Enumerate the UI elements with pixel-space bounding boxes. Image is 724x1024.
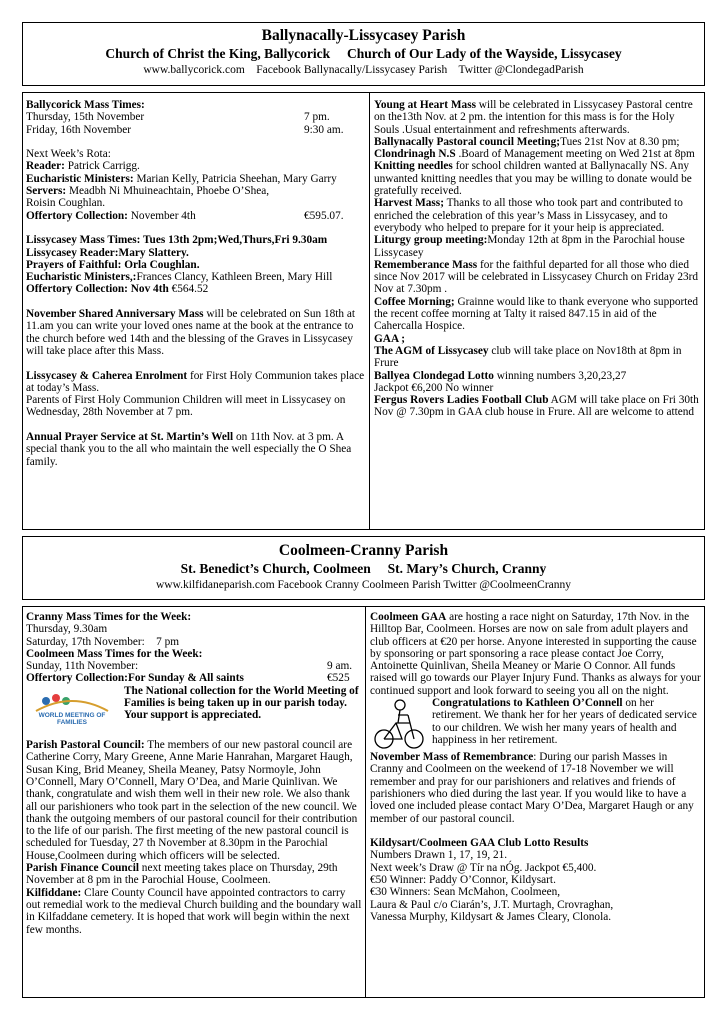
world-meeting-of-families-logo (26, 687, 118, 727)
eucharistic-ministers: Eucharistic Ministers: Marian Kelly, Patricia Sheehan, Mary Garry (26, 172, 337, 185)
rememberance-mass: Rememberance Mass for the faithful departed for all those who died since Nov 2017 will be celebrated in Lissycasey Church on Friday 23rd Nov at 7.30pm . (374, 258, 699, 296)
enrolment: Lissycasey & Caherea Enrolment for First Holy Communion takes place at today’s Mass. (26, 369, 365, 394)
lissycasey-ministers: Eucharistic Ministers,:Frances Clancy, Kathleen Breen, Mary Hill (26, 271, 333, 284)
prayers-of-faithful: Prayers of Faithful: Orla Coughlan. (26, 258, 200, 271)
bicycle-illustration (370, 697, 426, 751)
cranny-mass-heading: Cranny Mass Times for the Week: (26, 611, 192, 623)
fergus-rovers: Fergus Rovers Ladies Football Club AGM will take place on Fri 30th Nov @ 7.30pm in GAA club house in Frure. All are welcome to attend (374, 394, 699, 419)
coffee-morning: Coffee Morning; Grainne would like to thank everyone who supported the recent coffee morning at Talty it raised 847.15 in aid of the Cahercalla Hospice. (374, 295, 699, 333)
lotto-jackpot: Jackpot €6,200 No winner (374, 381, 494, 394)
lissycasey-offertory: Offertory Collection: Nov 4th €564.52 (26, 283, 209, 296)
young-at-heart: Young at Heart Mass will be celebrated in Lissycasey Pastoral centre on the13th Nov. at 2 pm. the intention for this mass is for the Holy Souls .Usual entertainment and refreshments afterwards. (374, 99, 693, 136)
parish1-right-column (374, 99, 702, 527)
clondrinagh-ns: Clondrinagh N.S .Board of Management meeting on Wed 21st at 8pm (374, 148, 695, 161)
servers-cont: Roisin Coughlan. (26, 197, 106, 210)
knitting-needles: Knitting needles for school children wanted at Ballynacally NS. Any unwanted knitting needles that you may be willing to donate would be gratefully received. (374, 160, 692, 198)
lotto-numbers: Ballyea Clondegad Lotto winning numbers 3,20,23,27 (374, 369, 627, 382)
parish2-header (22, 536, 705, 600)
parish2-divider (365, 606, 366, 998)
national-collection: WORLD MEETING OF FAMILIES The National collection for the World Meeting of Families is being taken up in our parish today. Your support is appreciated. (26, 685, 362, 727)
lissycasey-reader: Lissycasey Reader:Mary Slattery. (26, 246, 189, 259)
parish2-right-column (370, 611, 702, 995)
coolmeen-mass-heading: Coolmeen Mass Times for the Week: (26, 647, 203, 660)
coolmeen-gaa: Coolmeen GAA are hosting a race night on Saturday, 17th Nov. in the Hilltop Bar, Coolmeen. Horses are now on sale from adult players and club officers at €20 per horse. Anyone interested in supporting the cause by sponsoring or part sponsoring a race please contact Joe Corry, Antoinette Quinlivan, Sheila Meaney or Marie O Connor. All funds raised will go towards our Player Injury Fund. Thanks as always for your continued support and look forward to seeing you all on the night. (370, 611, 701, 697)
liturgy-group: Liturgy group meeting:Monday 12th at 8pm in the Parochial house Lissycasey (374, 234, 685, 259)
lotto-50-winner: €50 Winner: Paddy O’Connor, Kildysart. (370, 874, 556, 887)
coolmeen-offertory: Offertory Collection:For Sunday & All saints €525 (26, 672, 350, 685)
kilfiddane: Kilfiddane: Clare County Council have appointed contractors to carry out remedial work to the medieval Church building and the boundary wall in Kilfaddane cemetery. It is hoped that work will begin within the next few months. (26, 886, 362, 936)
cranny-mass-thursday: Thursday, 9.30am (26, 623, 108, 636)
november-mass-remembrance: November Mass of Remembrance: During our parish Masses in Cranny and Coolmeen on the weekend of 17-18 November we will remember and pray for our parishioners and relatives and friends of parishioners who died during the last year. If you would like to have a loved one included please contact Mary O’Dea, Margaret Haugh or any member of our pastoral council. (370, 751, 694, 825)
pastoral-council-meeting: Ballynacally Pastoral council Meeting;Tues 21st Nov at 8.30 pm; (374, 135, 680, 148)
lotto-30-winners-cont: Laura & Paul c/o Ciarán’s, J.T. Murtagh, Crovraghan, (370, 898, 614, 911)
harvest-mass: Harvest Mass; Thanks to all those who took part and contributed to enriched the celebration of this year’s Mass in Lissycasey, and to everybody who helped to prepare for it your heip is appreciated. (374, 197, 683, 234)
parish2-left-column (26, 611, 362, 995)
anniversary-mass: November Shared Anniversary Mass will be celebrated on Sun 18th at 11.am you can write your loved ones name at the book at the entrance to the church before wed 14th and the blessing of the Graves in Lissycasey will take place after this Mass. (26, 308, 356, 357)
coolmeen-mass-sunday: Sunday, 11th November: 9 am. (26, 660, 353, 673)
retirement-congratulations: Congratulations to Kathleen O’Connell on her retirement. We thank her for her years of dedicated service to our children. We wish her many years of health and happiness in her retirement. (370, 697, 702, 751)
lotto-numbers-drawn: Numbers Drawn 1, 17, 19, 21. (370, 849, 508, 862)
parish-pastoral-council: Parish Pastoral Council: The members of our new pastoral council are Catherine Corry, Mary Greene, Anne Marie Hanrahan, Margaret Haugh, Susan King, Brid Meaney, Sheila Meaney, Patsy Normoyle, John O’Connell, Mary O’Connell, Mary O’Dea, and Marie Quinlivan. We thank, congratulate and wish them well in their new role. We also thank all our parishioners who took part in the selection of the new council. We thank the outgoing members of our pastoral council for their contribution to the life of our parish. The first meeting of the new pastoral council is scheduled for Tuesday, 27 th November at 8.30pm in the Parochial House,Coolmeen during which officers will be selected. (26, 739, 358, 862)
mass-times-heading: Ballycorick Mass Times: (26, 99, 145, 111)
parish1-links: www.ballycorick.com Facebook Ballynacally/Lissycasey Parish Twitter @ClondegadParish (143, 64, 584, 76)
parish2-title: Coolmeen-Cranny Parish (278, 542, 449, 559)
svg-text:FAMILIES: FAMILIES (57, 718, 87, 726)
lotto-30-winners: €30 Winners: Sean McMahon, Coolmeen, (370, 886, 561, 899)
svg-text:WORLD MEETING OF: WORLD MEETING OF (38, 711, 106, 719)
parish1-header (22, 22, 705, 86)
reader: Reader: Patrick Carrigg. (26, 160, 140, 173)
parish2-churches: St. Benedict’s Church, Coolmeen St. Mary’s Church, Cranny (180, 561, 547, 576)
cranny-mass-saturday: Saturday, 17th November: 7 pm (26, 635, 180, 648)
offertory-collection: Offertory Collection: November 4th €595.07. (26, 209, 344, 222)
parish1-churches: Church of Christ the King, Ballycorick Church of Our Lady of the Wayside, Lissycasey (105, 46, 622, 61)
parish1-left-column (26, 99, 366, 527)
lotto-next-draw: Next week’s Draw @ Tír na nÓg. Jackpot €5,400. (370, 861, 597, 874)
enrolment-parents: Parents of First Holy Communion Children will meet in Lissycasey on Wednesday, 28th November at 7 pm. (26, 394, 346, 419)
lotto-30-winners-cont: Vanessa Murphy, Kildysart & James Cleary, Clonola. (370, 910, 612, 923)
prayer-service: Annual Prayer Service at St. Martin’s Well on 11th Nov. at 3 pm. A special thank you to the all who maintain the well especially the O Shea family. (26, 431, 352, 468)
mass-time-row: Friday, 16th November 9:30 am. (26, 123, 344, 136)
lissycasey-mass-times: Lissycasey Mass Times: Tues 13th 2pm;Wed,Thurs,Fri 9.30am (26, 234, 328, 247)
rota-heading: Next Week’s Rota: (26, 148, 111, 161)
gaa-heading: GAA ; (374, 332, 406, 345)
mass-time-row: Thursday, 15th November 7 pm. (26, 111, 330, 124)
parish-finance-council: Parish Finance Council next meeting takes place on Thursday, 29th November at 8 pm in the Parochial House, Coolmeen. (26, 862, 338, 887)
parish2-links: www.kilfidaneparish.com Facebook Cranny Coolmeen Parish Twitter @CoolmeenCranny (155, 579, 572, 591)
lotto-results-heading: Kildysart/Coolmeen GAA Club Lotto Results (370, 837, 589, 850)
parish1-title: Ballynacally-Lissycasey Parish (261, 27, 466, 44)
agm-lissycasey: The AGM of Lissycasey club will take place on Nov18th at 8pm in Frure (374, 344, 682, 370)
parish1-divider (369, 92, 370, 530)
servers: Servers: Meadbh Ni Mhuineachtain, Phoebe O’Shea, (26, 185, 270, 198)
